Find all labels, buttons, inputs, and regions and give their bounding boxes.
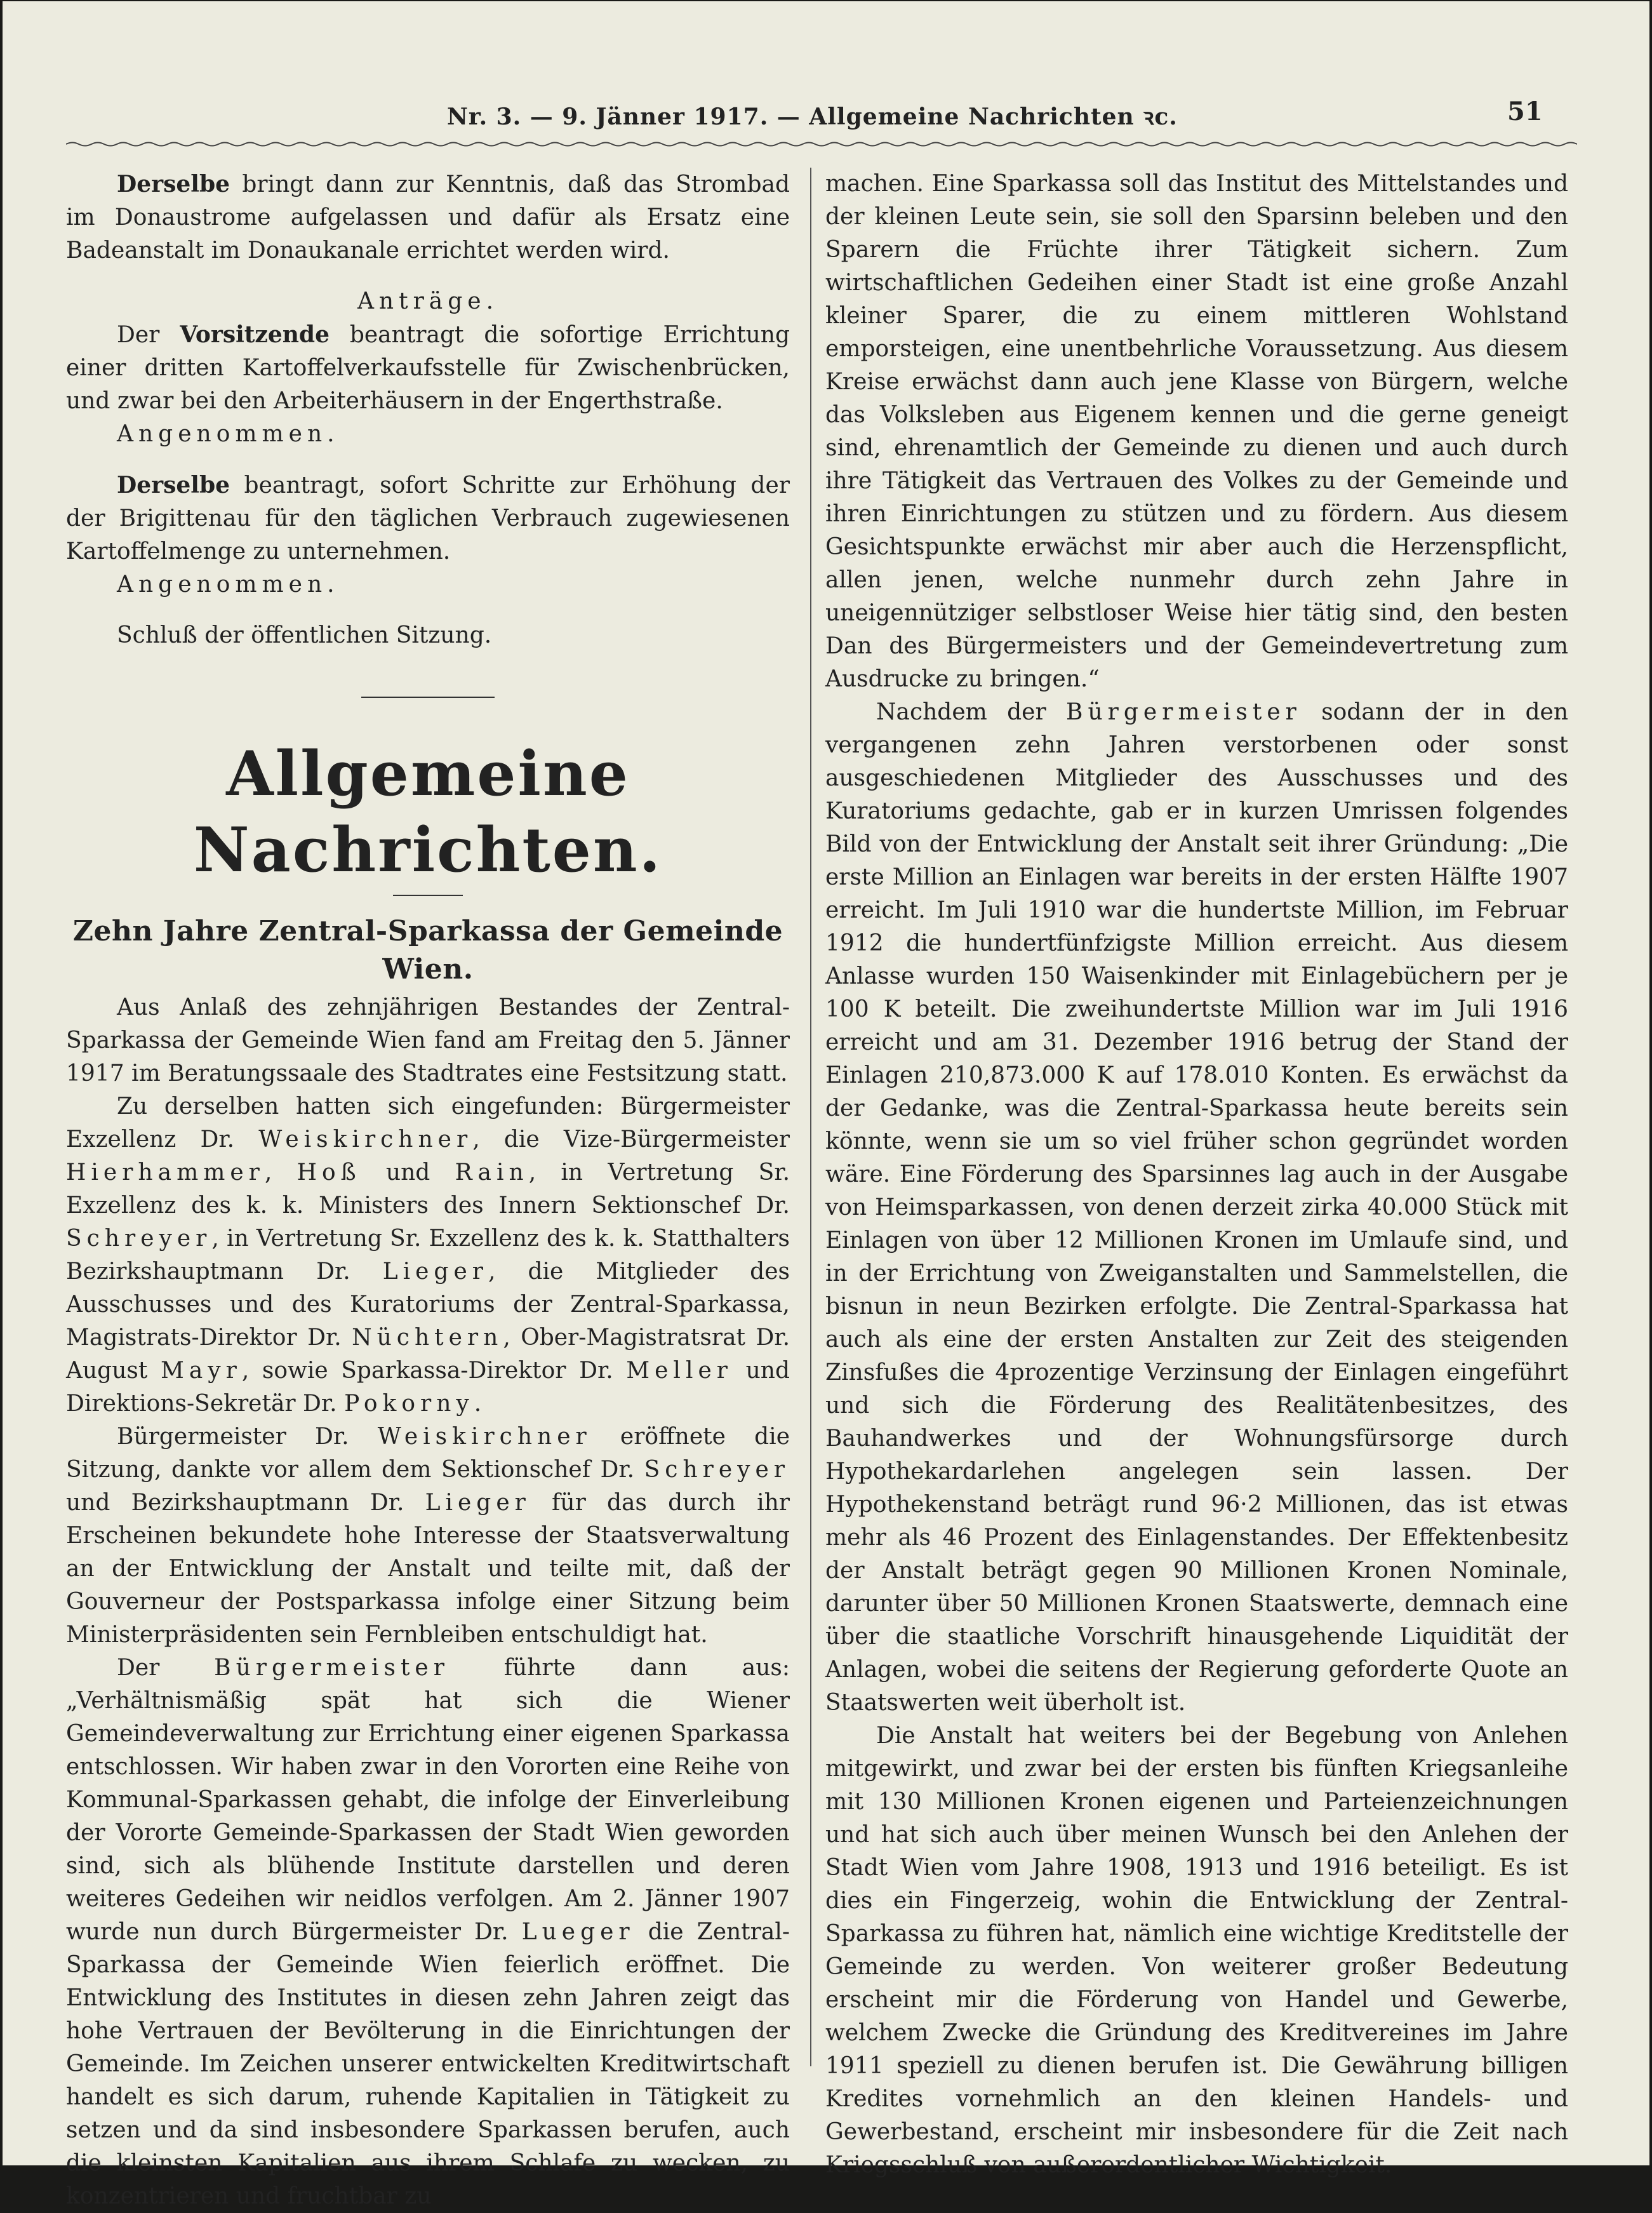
article-paragraph: Aus Anlaß des zehnjährigen Bestandes der Zentral-Sparkassa der Gemeinde Wien fand am Freitag den 5. Jänner 1917 im Beratungssaale des Stadtrates eine Festsitzung statt. (66, 994, 790, 1086)
resolution-accepted: Angenommen. (117, 572, 340, 598)
article-paragraph: machen. Eine Sparkassa soll das Institut des Mittelstandes und der kleinen Leute sein, sie soll den Sparsinn beleben und den Sparern die Früchte ihrer Tätigkeit sichern. Zum wirtschaftlichen Gedeihen einer Stadt ist eine große Anzahl kleiner Sparer, die zu einem mittleren Wohlstand emporsteigen, eine unentbehrliche Voraussetzung. Aus diesem Kreise erwächst dann auch jene Klasse von Bürgern, welche das Volksleben aus Eigenem kennen und die gerne geneigt sind, ehrenamtlich der Gemeinde zu dienen und auch durch ihre Tätigkeit das Vertrauen des Volkes zu der Gemeinde und ihren Einrichtungen zu stützen und zu fördern. Aus diesem Gesichtspunkte erwächst mir aber auch die Herzenspflicht, allen jenen, welche nunmehr durch zehn Jahre in uneigennütziger selbstloser Weise hier tätig sind, den besten Dan des Bürgermeisters und der Gemeindevertretung zum Ausdrucke zu bringen.“ (825, 171, 1568, 692)
speaker-name: Derselbe (117, 171, 230, 197)
section-divider (361, 697, 495, 698)
page-header (3, 97, 1649, 135)
page-number: 51 (1507, 97, 1543, 126)
header-running-title: Nr. 3. — 9. Jänner 1917. — Allgemeine Nachrichten ꝛc. (447, 104, 1178, 130)
section-title: Allgemeine Nachrichten. (193, 738, 663, 886)
article-paragraph: Bürgermeister Dr. Weiskirchner eröffnete die Sitzung, dankte vor allem dem Sektionschef Dr. Schreyer und Bezirkshauptmann Dr. Lieger für das durch ihr Erscheinen bekundete hohe Interesse der Staatsverwaltung an der Entwicklung der Anstalt und teilte mit, daß der Gouverneur der Postsparkassa infolge einer Sitzung beim Ministerpräsidenten sein Fernbleiben entschuldigt hat. (66, 1424, 790, 1648)
article-paragraph: Der Bürgermeister führte dann aus: „Verhältnismäßig spät hat sich die Wiener Gemeindeverwaltung zur Errichtung einer eigenen Sparkassa entschlossen. Wir haben zwar in den Vororten eine Reihe von Kommunal-Sparkassen gehabt, die infolge der Einverleibung der Vororte Gemeinde-Sparkassen der Stadt Wien geworden sind, sich als blühende Institute darstellen und deren weiteres Gedeihen wir neidlos verfolgen. Am 2. Jänner 1907 wurde nun durch Bürgermeister Dr. Lueger die Zentral-Sparkassa der Gemeinde Wien feierlich eröffnet. Die Entwicklung des Institutes in diesen zehn Jahren zeigt das hohe Vertrauen der Bevölterung in die Einrichtungen der Gemeinde. Im Zeichen unserer entwickelten Kreditwirtschaft handelt es sich darum, ruhende Kapitalien in Tätigkeit zu setzen und da sind insbesondere Sparkassen berufen, auch die kleinsten Kapitalien aus ihrem Schlafe zu wecken, zu konzentrieren und fruchtbar zu (66, 1655, 790, 2209)
resolution-accepted: Angenommen. (117, 421, 340, 447)
column-divider (810, 168, 811, 2066)
article-paragraph: Nachdem der Bürgermeister sodann der in den vergangenen zehn Jahren verstorbenen oder sonst ausgeschiedenen Mitglieder des Ausschusses und des Kuratoriums gedachte, gab er in kurzen Umrissen folgendes Bild von der Entwicklung der Anstalt seit ihrer Gründung: „Die erste Million an Einlagen war bereits in der ersten Hälfte 1907 erreicht. Im Juli 1910 war die hundertste Million, im Februar 1912 die hundertfünfzigste Million erreicht. Aus diesem Anlasse wurden 150 Waisenkinder mit Einlagebüchern per je 100 K beteilt. Die zweihundertste Million war im Juli 1916 erreicht und am 31. Dezember 1916 betrug der Stand der Einlagen 210,873.000 K auf 178.010 Konten. Es erwächst da der Gedanke, was die Zentral-Sparkassa heute bereits sein könnte, wenn sie um so viel früher schon gegründet worden wäre. Eine Förderung des Sparsinnes lag auch in der Ausgabe von Heimsparkassen, von denen derzeit zirka 40.000 Stück mit Einlagen von über 12 Millionen Kronen im Umlaufe sind, und in der Errichtung von Zweiganstalten und Sammelstellen, die bisnun in neun Bezirken erfolgte. Die Zentral-Sparkassa hat auch als eine der ersten Anstalten zur Zeit des steigenden Zinsfußes die 4prozentige Verzinsung der Einlagen eingeführt und sich die Förderung des Realitätenbesitzes, des Bauhandwerkes und der Wohnungsfürsorge durch Hypothekardarlehen angelegen sein lassen. Der Hypothekenstand beträgt rund 96·2 Millionen, das ist etwas mehr als 46 Prozent des Einlagenstandes. Der Effektenbesitz der Anstalt beträgt gegen 90 Millionen Kronen Nominale, darunter über 50 Millionen Kronen Staatswerte, demnach eine über die staatliche Vorschrift hinausgehende Liquidität der Anlagen, wobei die seitens der Regierung geforderte Quote an Staatswerten weit überholt ist. (825, 699, 1569, 1716)
article-headline: Zehn Jahre Zentral-Sparkassa der Gemeinde Wien. (72, 915, 783, 986)
session-closing: Schluß der öffentlichen Sitzung. (117, 622, 492, 648)
article-paragraph: Die Anstalt hat weiters bei der Begebung von Anlehen mitgewirkt, und zwar bei der ersten bis fünften Kriegsanleihe mit 130 Millionen Kronen eigenen und Parteienzeichnungen und hat sich auch über meinen Wunsch bei den Anlehen der Stadt Wien vom Jahre 1908, 1913 und 1916 beteiligt. Es ist dies ein Fingerzeig, wohin die Entwicklung der Zentral-Sparkassa zu führen hat, nämlich eine wichtige Kreditstelle der Gemeinde zu werden. Von weiterer großer Bedeutung erscheint mir die Förderung von Handel und Gewerbe, welchem Zwecke die Gründung des Kreditvereines im Jahre 1911 speziell zu dienen berufen ist. Die Gewährung billigen Kredites vornehmlich an den kleinen Handels- und Gewerbestand, erscheint mir insbesondere für die Zeit nach Kriegsschluß von außerordentlicher Wichtigkeit. (825, 1723, 1568, 2178)
right-column (825, 168, 1568, 2182)
speaker-name: Vorsitzende (180, 321, 330, 348)
section-label-antraege: Anträge. (357, 288, 499, 314)
left-column (66, 168, 790, 2213)
paragraph-motion-1: Der Vorsitzende beantragt die sofortige Errichtung einer dritten Kartoffelverkaufsstelle für Zwischenbrücken, und zwar bei den Arbeiterhäusern in der Engerthstraße. (66, 321, 790, 414)
header-wavy-rule (66, 141, 1577, 147)
article-paragraph: Zu derselben hatten sich eingefunden: Bürgermeister Exzellenz Dr. Weiskirchner, die Vize-Bürgermeister Hierhammer, Hoß und Rain, in Vertretung Sr. Exzellenz des k. k. Ministers des Innern Sektionschef Dr. Schreyer, in Vertretung Sr. Exzellenz des k. k. Statthalters Bezirkshauptmann Dr. Lieger, die Mitglieder des Ausschusses und des Kuratoriums der Zentral-Sparkassa, Magistrats-Direktor Dr. Nüchtern, Ober-Magistratsrat Dr. August Mayr, sowie Sparkassa-Direktor Dr. Meller und Direktions-Sekretär Dr. Pokorny. (66, 1093, 790, 1417)
paragraph-strombad: Derselbe bringt dann zur Kenntnis, daß das Strombad im Donaustrome aufgelassen und dafür als Ersatz eine Badeanstalt im Donaukanale errichtet werden wird. (66, 171, 790, 264)
title-divider (393, 895, 463, 896)
speaker-name: Derselbe (117, 472, 230, 498)
paragraph-motion-2: Derselbe beantragt, sofort Schritte zur Erhöhung der der Brigittenau für den täglichen Verbrauch zugewiesenen Kartoffelmenge zu unternehmen. (66, 472, 790, 565)
newspaper-page (3, 1, 1649, 2209)
